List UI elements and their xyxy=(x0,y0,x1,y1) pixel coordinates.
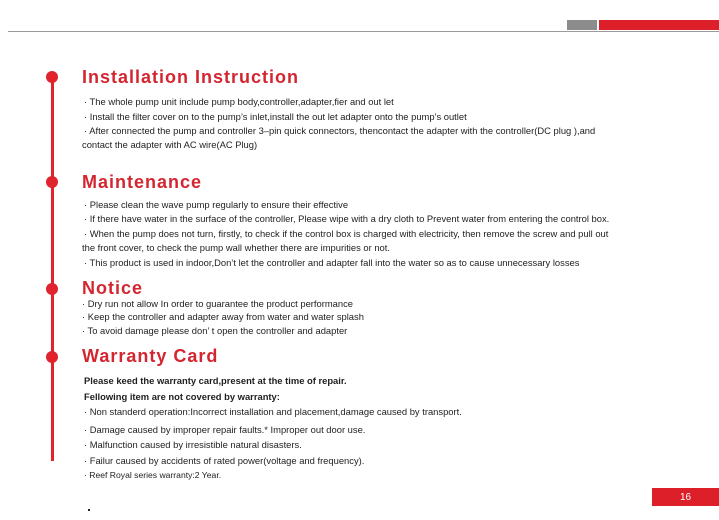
maintenance-line: · If there have water in the surface of the controller, Please wipe with a dry cloth to Prevent water from entering the control box. xyxy=(84,213,610,224)
warranty-bold-line: Fellowing item are not covered by warranty: xyxy=(84,391,280,402)
header-gray-block xyxy=(567,20,597,30)
page-number: 16 xyxy=(679,491,692,503)
maintenance-line: · When the pump does not turn, firstly, to check if the control box is charged with electricity, then remove the screw and pull out xyxy=(84,228,609,239)
header-rule xyxy=(8,31,719,32)
installation-line: · Install the filter cover on to the pump’s inlet,install the out let adapter onto the pump’s outlet xyxy=(84,111,467,122)
notice-heading: Notice xyxy=(82,278,144,298)
warranty-heading: Warranty Card xyxy=(82,346,219,366)
notice-line: · Keep the controller and adapter away from water and water splash xyxy=(82,311,364,322)
installation-line: · The whole pump unit include pump body,controller,adapter,fier and out let xyxy=(84,96,394,107)
maintenance-line: the front cover, to check the pump wall whether there are impurities or not. xyxy=(82,242,390,253)
maintenance-line: · This product is used in indoor,Don’t let the controller and adapter fall into the water so as to cause unnecessary losses xyxy=(84,257,580,268)
warranty-line: · Failur caused by accidents of rated power(voltage and frequency). xyxy=(84,455,365,466)
installation-heading: Installation Instruction xyxy=(82,67,300,87)
timeline-dot-maintenance xyxy=(46,176,58,188)
section-timeline xyxy=(51,73,54,461)
warranty-bold-line: Please keed the warranty card,present at the time of repair. xyxy=(84,375,347,386)
warranty-line: · Malfunction caused by irresistible natural disasters. xyxy=(84,439,302,450)
notice-line: · To avoid damage please don’ t open the controller and adapter xyxy=(82,325,348,336)
maintenance-heading: Maintenance xyxy=(82,172,203,192)
maintenance-line: · Please clean the wave pump regularly to ensure their effective xyxy=(84,199,349,210)
timeline-dot-notice xyxy=(46,283,58,295)
installation-line: · After connected the pump and controller 3–pin quick connectors, thencontact the adapter with the controller(DC plug ),and xyxy=(84,125,596,136)
notice-line: · Dry run not allow In order to guarantee the product performance xyxy=(82,298,353,309)
page-number-badge xyxy=(652,488,719,506)
bottom-dot xyxy=(88,509,90,511)
header-red-block xyxy=(599,20,719,30)
timeline-dot-installation xyxy=(46,71,58,83)
warranty-line: · Non standerd operation:Incorrect installation and placement,damage caused by transport. xyxy=(84,406,462,417)
timeline-dot-warranty xyxy=(46,351,58,363)
installation-line: contact the adapter with AC wire(AC Plug) xyxy=(82,139,258,150)
warranty-line: · Reef Royal series warranty:2 Year. xyxy=(84,470,222,480)
warranty-line: · Damage caused by improper repair faults.* Improper out door use. xyxy=(84,424,366,435)
